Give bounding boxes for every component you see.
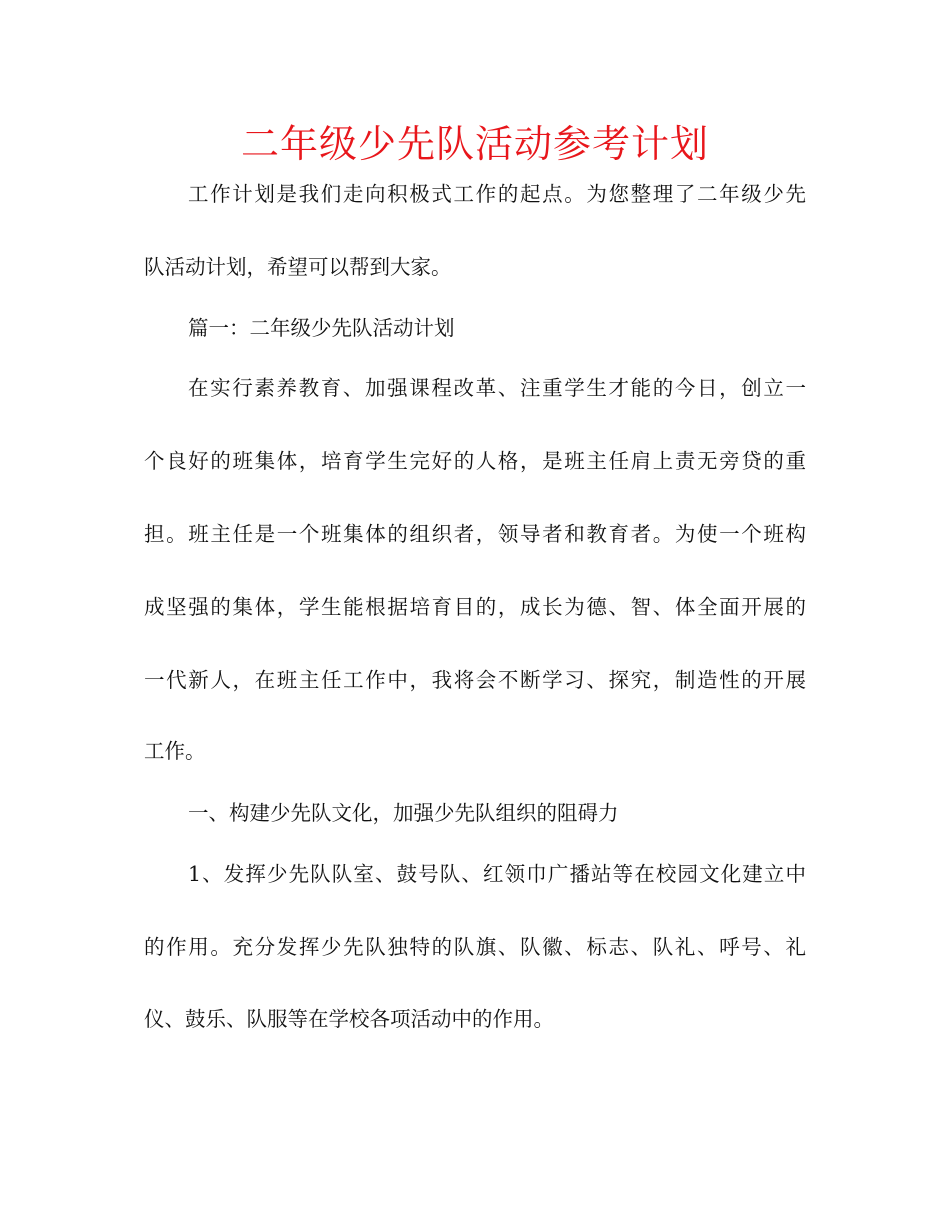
section-heading: 一、构建少先队文化，加强少先队组织的阻碍力	[188, 801, 619, 825]
paragraph-line: 一代新人，在班主任工作中，我将会不断学习、探究，制造性的开展	[144, 668, 806, 692]
section-heading: 篇一：二年级少先队活动计划	[188, 316, 455, 340]
paragraph-line: 仪、鼓乐、队服等在学校各项活动中的作用。	[144, 1007, 554, 1031]
paragraph-line: 在实行素养教育、加强课程改革、注重学生才能的今日，创立一	[188, 376, 806, 400]
paragraph-line: 的作用。充分发挥少先队独特的队旗、队徽、标志、队礼、呼号、礼	[144, 935, 806, 959]
paragraph-line: 担。班主任是一个班集体的组织者，领导者和教育者。为使一个班构	[144, 522, 806, 546]
paragraph-line: 队活动计划，希望可以帮到大家。	[144, 255, 452, 279]
paragraph-line: 1、发挥少先队队室、鼓号队、红领巾广播站等在校园文化建立中	[188, 862, 806, 886]
paragraph-line: 成坚强的集体，学生能根据培育目的，成长为德、智、体全面开展的	[144, 595, 806, 619]
paragraph-line: 个良好的班集体，培育学生完好的人格，是班主任肩上责无旁贷的重	[144, 449, 806, 473]
paragraph-line: 工作计划是我们走向积极式工作的起点。为您整理了二年级少先	[188, 182, 806, 206]
document-title: 二年级少先队活动参考计划	[240, 122, 709, 166]
paragraph-line: 工作。	[144, 739, 206, 763]
